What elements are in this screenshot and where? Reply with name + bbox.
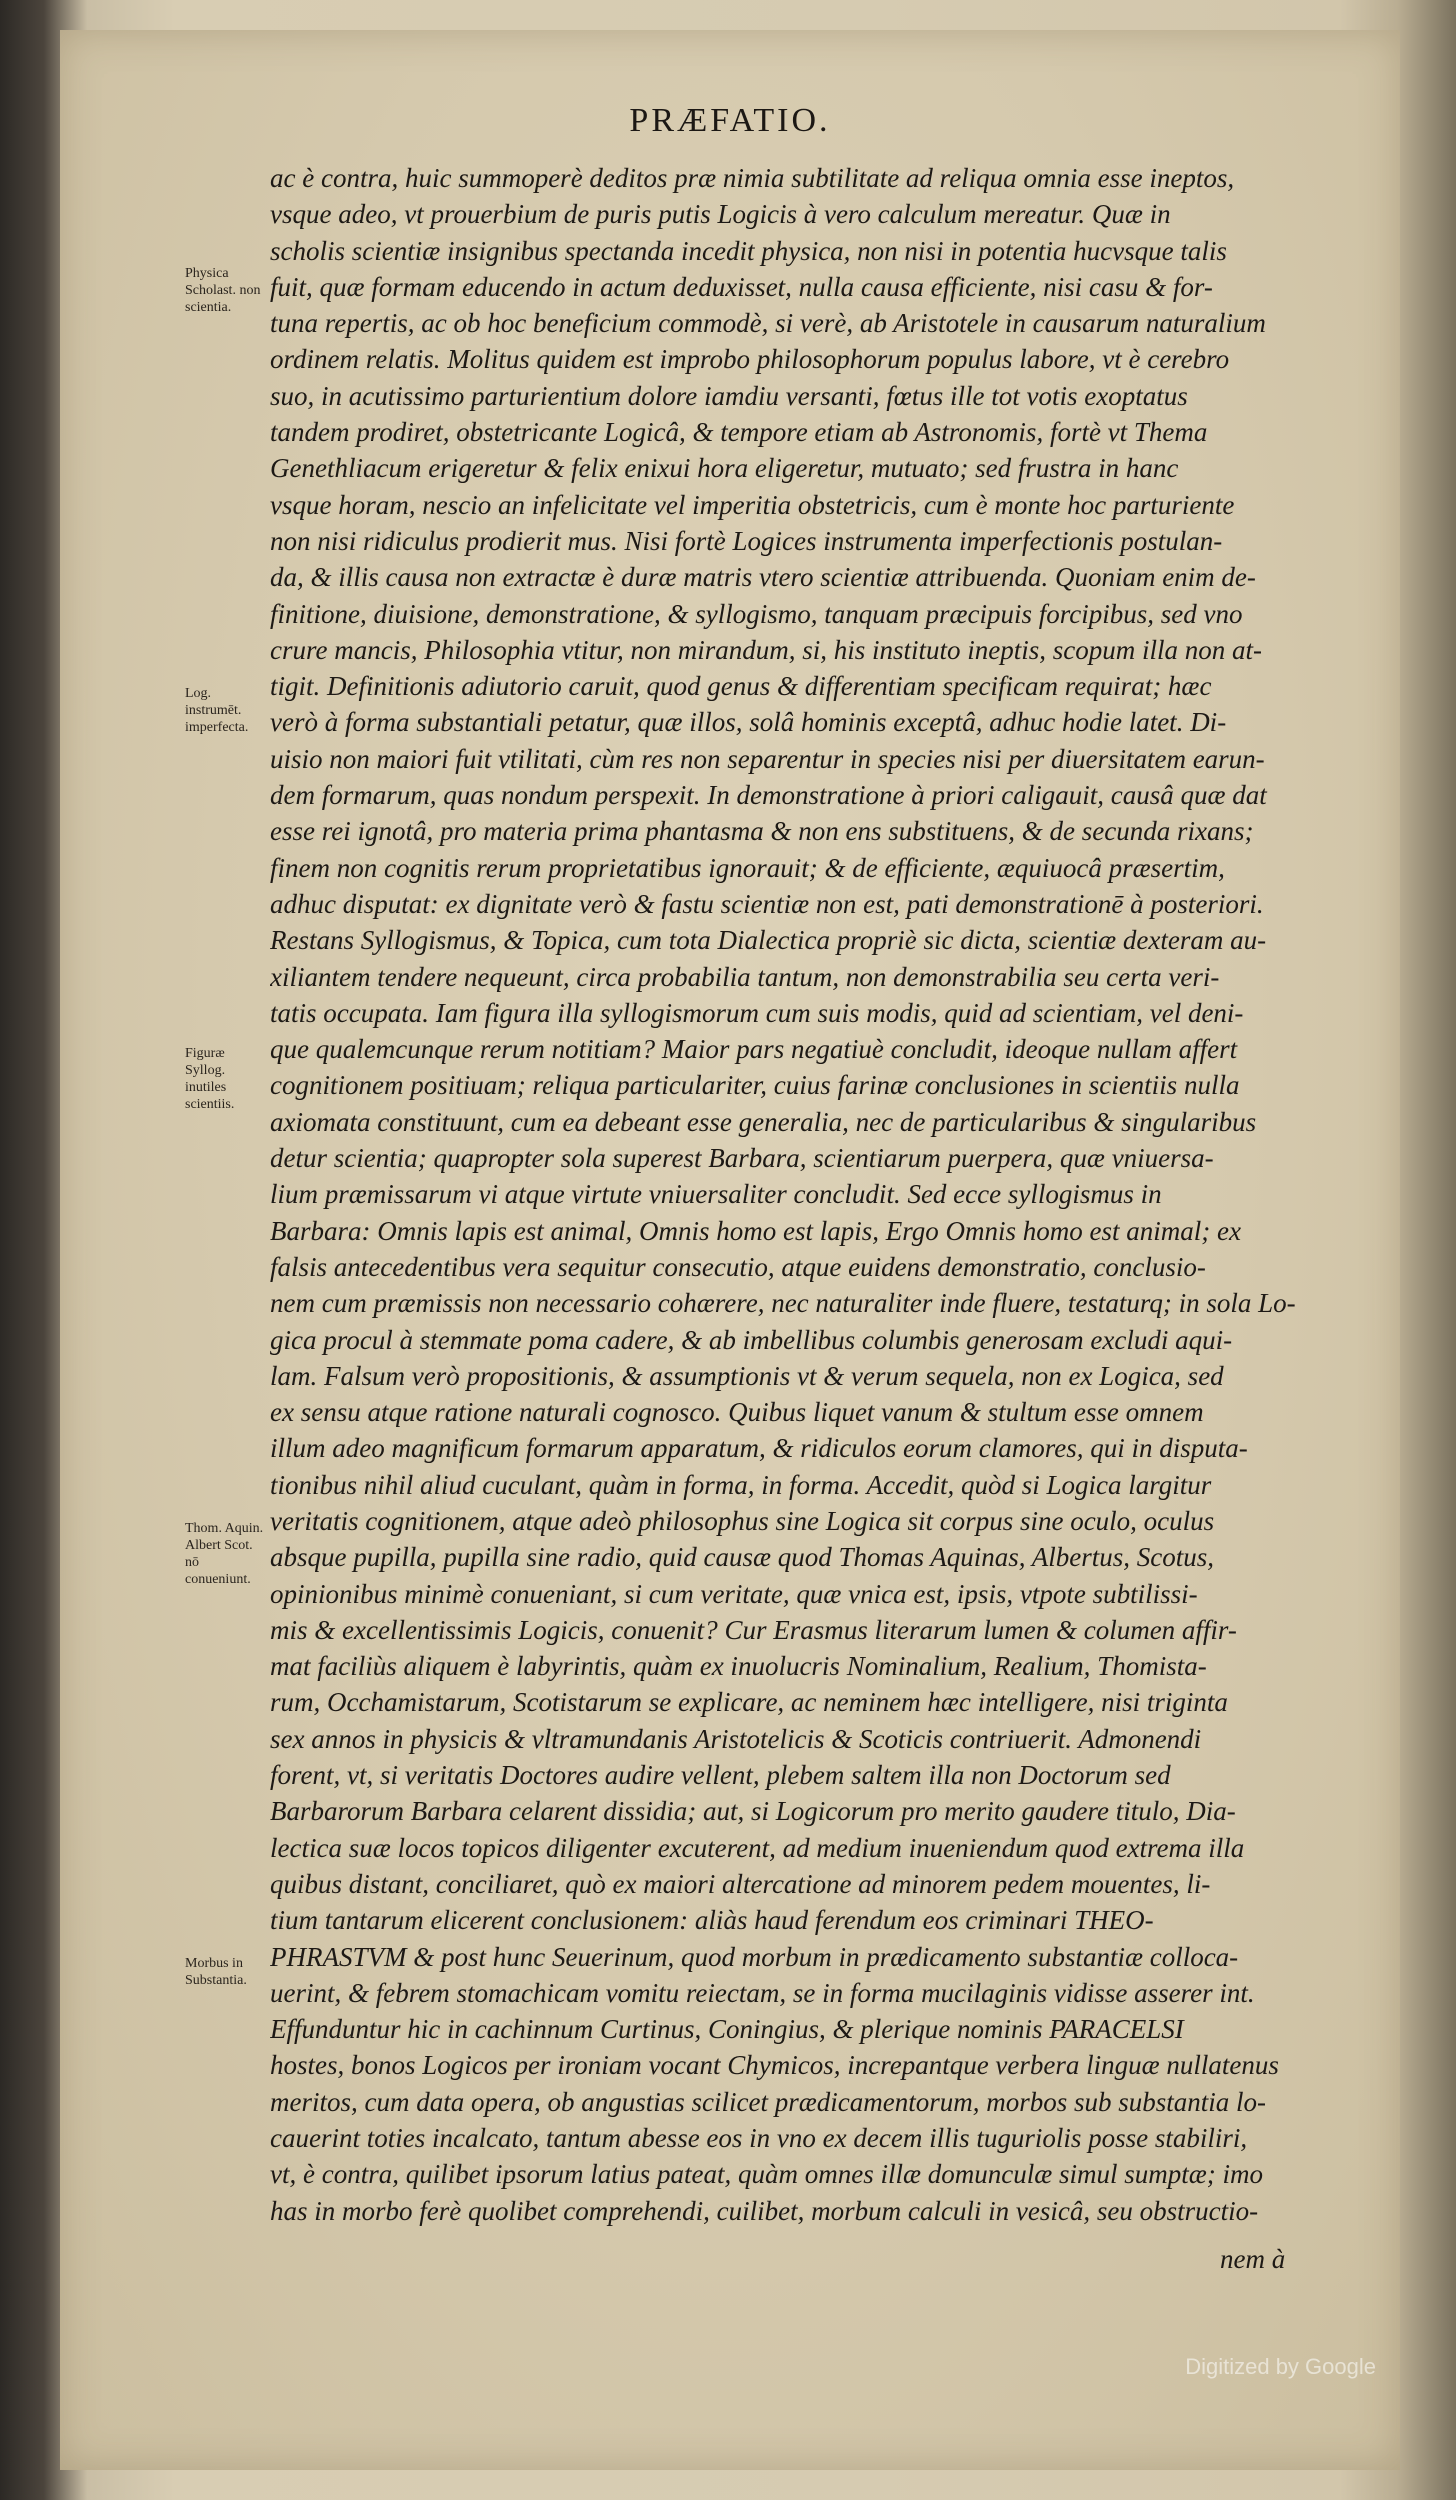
text-line: sex annos in physicis & vltramundanis Aristotelicis & Scoticis contriuerit. Admonendi — [270, 1723, 1202, 1754]
margin-note-figurae: Figuræ Syllog. inutiles scientiis. — [185, 1046, 235, 1112]
text-line: falsis antecedentibus vera sequitur consecutio, atque euidens demonstratio, conclusio- — [270, 1251, 1206, 1282]
text-line: rum, Occhamistarum, Scotistarum se explicare, ac neminem hæc intelligere, nisi triginta — [270, 1687, 1228, 1718]
text-line: tigit. Definitionis adiutorio caruit, quod genus & differentiam specificam requirat; hæc — [270, 671, 1212, 702]
text-line: quibus distant, conciliaret, quò ex maiori altercatione ad minorem pedem mouentes, li- — [270, 1868, 1211, 1899]
margin-note-morbus: Morbus in Substantia. — [185, 1956, 247, 1988]
text-line: verò à forma substantiali petatur, quæ illos, solâ hominis exceptâ, adhuc hodie latet. Di- — [270, 707, 1227, 738]
text-line: Barbara: Omnis lapis est animal, Omnis homo est lapis, Ergo Omnis homo est animal; ex — [270, 1215, 1241, 1246]
text-line: non nisi ridiculus prodierit mus. Nisi fortè Logices instrumenta imperfectionis postulan- — [270, 525, 1223, 556]
text-line: ordinem relatis. Molitus quidem est improbo philosophorum populus labore, vt è cerebro — [270, 344, 1230, 375]
text-line: nem cum præmissis non necessario cohærere, nec naturaliter inde fluere, testaturq; in sola Lo- — [270, 1288, 1296, 1319]
text-line: lium præmissarum vi atque virtute vniuersaliter concludit. Sed ecce syllogismus in — [270, 1179, 1162, 1210]
text-line: forent, vt, si veritatis Doctores audire vellent, plebem saltem illa non Doctorum sed — [270, 1760, 1171, 1791]
text-line: que qualemcunque rerum notitiam? Maior pars negatiuè concludit, ideoque nullam affert — [270, 1034, 1238, 1065]
body-text — [270, 160, 1380, 2229]
text-line: dem formarum, quas nondum perspexit. In demonstratione à priori caligauit, causâ quæ dat — [270, 780, 1267, 811]
margin-note-physica: Physica Scholast. non scientia. — [185, 266, 261, 315]
catchword: nem à — [1220, 2244, 1286, 2274]
text-line: PHRASTVM & post hunc Seuerinum, quod morbum in prædicamento substantiæ colloca- — [270, 1941, 1239, 1972]
text-line: tatis occupata. Iam figura illa syllogismorum cum suis modis, quid ad scientiam, vel deni- — [270, 997, 1244, 1028]
text-line: esse rei ignotâ, pro materia prima phantasma & non ens substituens, & de secunda rixans; — [270, 816, 1254, 847]
text-line: adhuc disputat: ex dignitate verò & fastu scientiæ non est, pati demonstrationē à posteriori. — [270, 888, 1264, 919]
text-line: tandem prodiret, obstetricante Logicâ, & tempore etiam ab Astronomis, fortè vt Thema — [270, 417, 1208, 448]
text-line: ex sensu atque ratione naturali cognosco. Quibus liquet vanum & stultum esse omnem — [270, 1397, 1204, 1428]
text-line: veritatis cognitionem, atque adeò philosophus sine Logica sit corpus sine oculo, oculus — [270, 1505, 1215, 1536]
text-line: detur scientia; quapropter sola superest Barbara, scientiarum puerpera, quæ vniuersa- — [270, 1143, 1214, 1174]
text-line: uerint, & febrem stomachicam vomitu reiectam, se in forma mucilaginis vidisse asserer int. — [270, 1977, 1255, 2008]
text-line: uisio non maiori fuit vtilitati, cùm res non separentur in species nisi per diuersitatem earun- — [270, 743, 1265, 774]
text-line: ac è contra, huic summoperè deditos præ nimia subtilitate ad reliqua omnia esse ineptos, — [270, 163, 1235, 193]
text-line: Effunduntur hic in cachinnum Curtinus, Coningius, & plerique nominis PARACELSI — [270, 2014, 1184, 2045]
text-line: lectica suæ locos topicos diligenter excuterent, ad medium inueniendum quod extrema illa — [270, 1832, 1245, 1863]
text-line: Genethliacum erigeretur & felix enixui hora eligeretur, mutuato; sed frustra in hanc — [270, 453, 1179, 484]
digitized-watermark: Digitized by Google — [1185, 2354, 1376, 2379]
text-line: scholis scientiæ insignibus spectanda incedit physica, non nisi in potentia hucvsque talis — [270, 235, 1227, 266]
text-line: vt, è contra, quilibet ipsorum latius pateat, quàm omnes illæ domunculæ simul sumptæ; imo — [270, 2159, 1263, 2190]
text-line: da, & illis causa non extractæ è duræ matris vtero scientiæ attribuenda. Quoniam enim de- — [270, 562, 1256, 593]
text-line: absque pupilla, pupilla sine radio, quid causæ quod Thomas Aquinas, Albertus, Scotus, — [270, 1542, 1215, 1573]
text-line: opinionibus minimè conueniant, si cum veritate, quæ vnica est, ipsis, vtpote subtilissi- — [270, 1578, 1198, 1609]
text-line: tium tantarum elicerent conclusionem: aliàs haud ferendum eos criminari THEO- — [270, 1905, 1154, 1936]
text-line: gica procul à stemmate poma cadere, & ab imbellibus columbis generosam excludi aqui- — [270, 1324, 1233, 1355]
text-line: lam. Falsum verò propositionis, & assumptionis vt & verum sequela, non ex Logica, sed — [270, 1360, 1224, 1391]
text-line: illum adeo magnificum formarum apparatum, & ridiculos eorum clamores, qui in disputa- — [270, 1433, 1248, 1464]
text-line: mat faciliùs aliquem è labyrintis, quàm ex inuolucris Nominalium, Realium, Thomista- — [270, 1651, 1207, 1682]
text-line: xiliantem tendere nequeunt, circa probabilia tantum, non demonstrabilia seu certa veri- — [270, 961, 1220, 992]
text-line: has in morbo ferè quolibet comprehendi, cuilibet, morbum calculi in vesicâ, seu obstructio- — [270, 2195, 1259, 2226]
text-line: Restans Syllogismus, & Topica, cum tota Dialectica propriè sic dicta, scientiæ dexteram au- — [270, 925, 1267, 956]
text-line: axiomata constituunt, cum ea debeant esse generalia, nec de particularibus & singularibus — [270, 1106, 1257, 1137]
text-line: tionibus nihil aliud cuculant, quàm in forma, in forma. Accedit, quòd si Logica largitur — [270, 1469, 1212, 1500]
text-line: tuna repertis, ac ob hoc beneficium commodè, si verè, ab Aristotele in causarum naturalium — [270, 308, 1266, 339]
text-line: meritos, cum data opera, ob angustias scilicet prædicamentorum, morbos sub substantia lo- — [270, 2086, 1266, 2117]
text-line: Barbarorum Barbara celarent dissidia; aut, si Logicorum pro merito gaudere titulo, Dia- — [270, 1796, 1236, 1827]
text-line: cognitionem positiuam; reliqua particulariter, cuius farinæ conclusiones in scientiis nulla — [270, 1070, 1240, 1101]
text-line: finitione, diuisione, demonstratione, & syllogismo, tanquam præcipuis forcipibus, sed vno — [270, 598, 1243, 629]
text-line: vsque adeo, vt prouerbium de puris putis Logicis à vero calculum mereatur. Quæ in — [270, 199, 1171, 230]
margin-note-thomas: Thom. Aquin. Albert Scot. nō conueniunt. — [185, 1521, 264, 1587]
text-line: finem non cognitis rerum proprietatibus ignorauit; & de efficiente, æquiuocâ præsertim, — [270, 852, 1225, 883]
text-line: cauerint toties incalcato, tantum abesse eos in vno ex decem illis tuguriolis posse stabiliri, — [270, 2123, 1248, 2154]
text-line: vsque horam, nescio an infelicitate vel imperitia obstetricis, cum è monte hoc parturiente — [270, 489, 1235, 520]
text-line: crure mancis, Philosophia vtitur, non mirandum, si, his instituto ineptis, scopum illa non at- — [270, 634, 1262, 665]
margin-note-logica: Log. instrumēt. imperfecta. — [185, 686, 249, 735]
text-line: suo, in acutissimo parturientium dolore iamdiu versanti, fœtus ille tot votis exoptatus — [270, 380, 1188, 411]
text-line: mis & excellentissimis Logicis, conuenit? Cur Erasmus literarum lumen & columen affir- — [270, 1614, 1237, 1645]
book-page — [60, 30, 1400, 2470]
page-header: PRÆFATIO. — [629, 102, 831, 139]
text-line: hostes, bonos Logicos per ironiam vocant Chymicos, increpantque verbera linguæ nullatenus — [270, 2050, 1279, 2081]
text-line: fuit, quæ formam educendo in actum deduxisset, nulla causa efficiente, nisi casu & for- — [270, 271, 1213, 302]
